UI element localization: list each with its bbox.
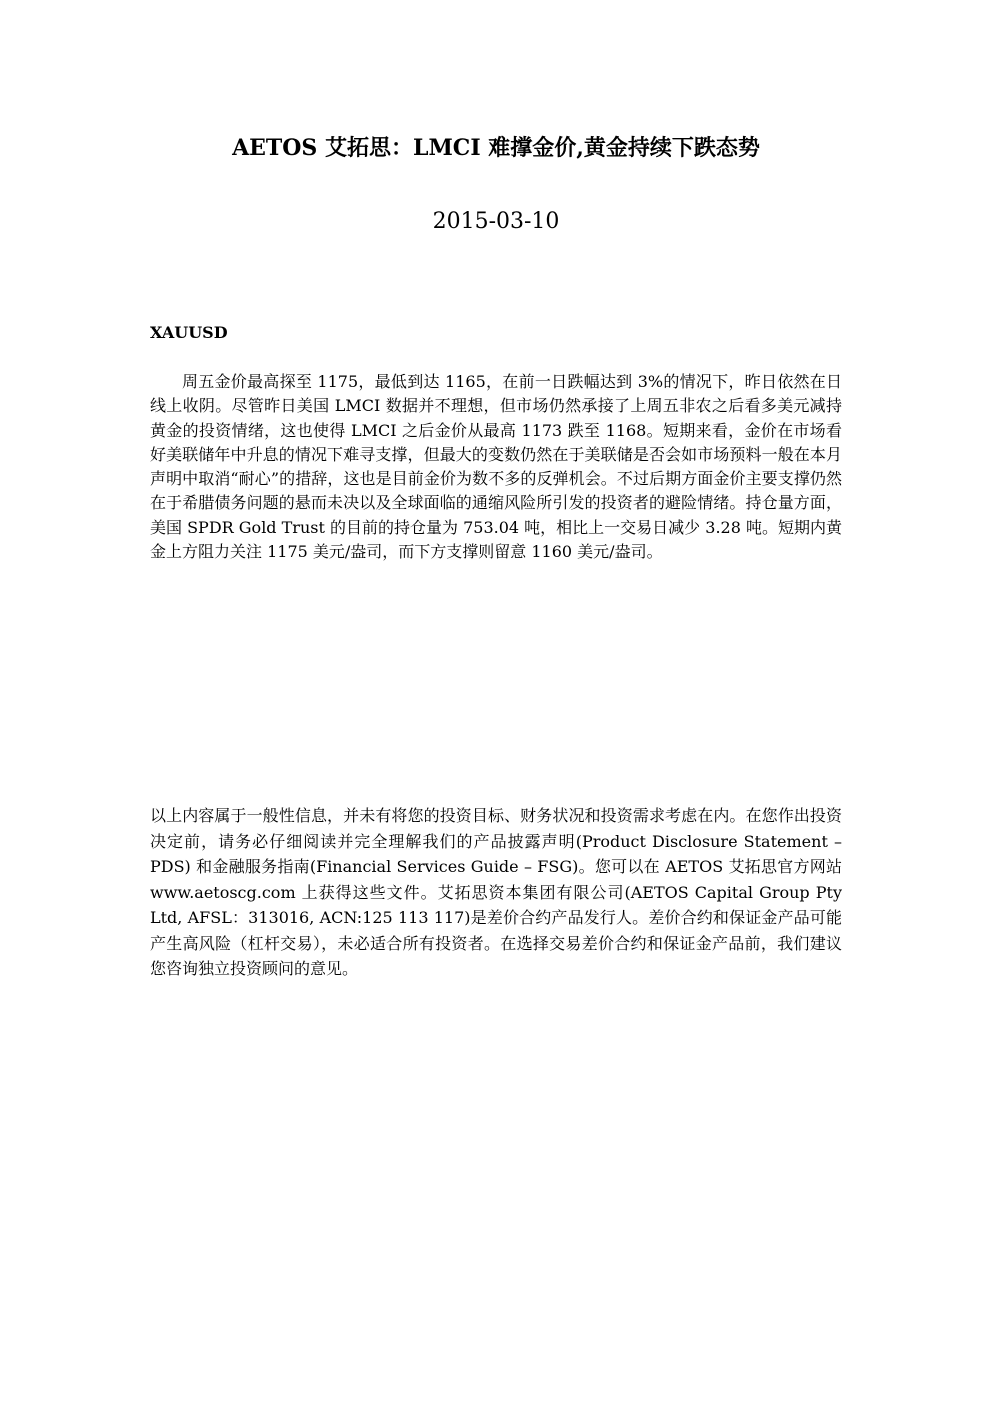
document-title: AETOS 艾拓思：LMCI 难撑金价,黄金持续下跌态势 (232, 135, 760, 161)
disclaimer-paragraph: 以上内容属于一般性信息，并未有将您的投资目标、财务状况和投资需求考虑在内。在您作出投资决定前，请务必仔细阅读并完全理解我们的产品披露声明(Product Disclosure Statement – PDS) 和金融服务指南(Financial Services Guide – FSG)。您可以在 AETOS 艾拓思官方网站 www.aetoscg.com 上获得这些文件。艾拓思资本集团有限公司(AETOS Capital Group Pty Ltd, AFSL：313016, ACN:125 113 117)是差价合约产品发行人。差价合约和保证金产品可能产生高风险（杠杆交易），未必适合所有投资者。在选择交易差价合约和保证金产品前，我们建议您咨询独立投资顾问的意见。 (150, 806, 842, 978)
document-date: 2015-03-10 (432, 209, 560, 234)
instrument-label: XAUUSD (150, 323, 228, 342)
analysis-paragraph: 周五金价最高探至 1175，最低到达 1165，在前一日跌幅达到 3%的情况下，昨日依然在日线上收阴。尽管昨日美国 LMCI 数据并不理想，但市场仍然承接了上周五非农之后看多美元减持黄金的投资情绪，这也使得 LMCI 之后金价从最高 1173 跌至 1168。短期来看，金价在市场看好美联储年中升息的情况下难寻支撑，但最大的变数仍然在于美联储是否会如市场预料一般在本月声明中取消“耐心”的措辞，这也是目前金价为数不多的反弹机会。不过后期方面金价主要支撑仍然在于希腊债务问题的悬而未决以及全球面临的通缩风险所引发的投资者的避险情绪。持仓量方面，美国 SPDR Gold Trust 的目前的持仓量为 753.04 吨，相比上一交易日减少 3.28 吨。短期内黄金上方阻力关注 1175 美元/盎司，而下方支撑则留意 1160 美元/盎司。 (150, 372, 842, 562)
